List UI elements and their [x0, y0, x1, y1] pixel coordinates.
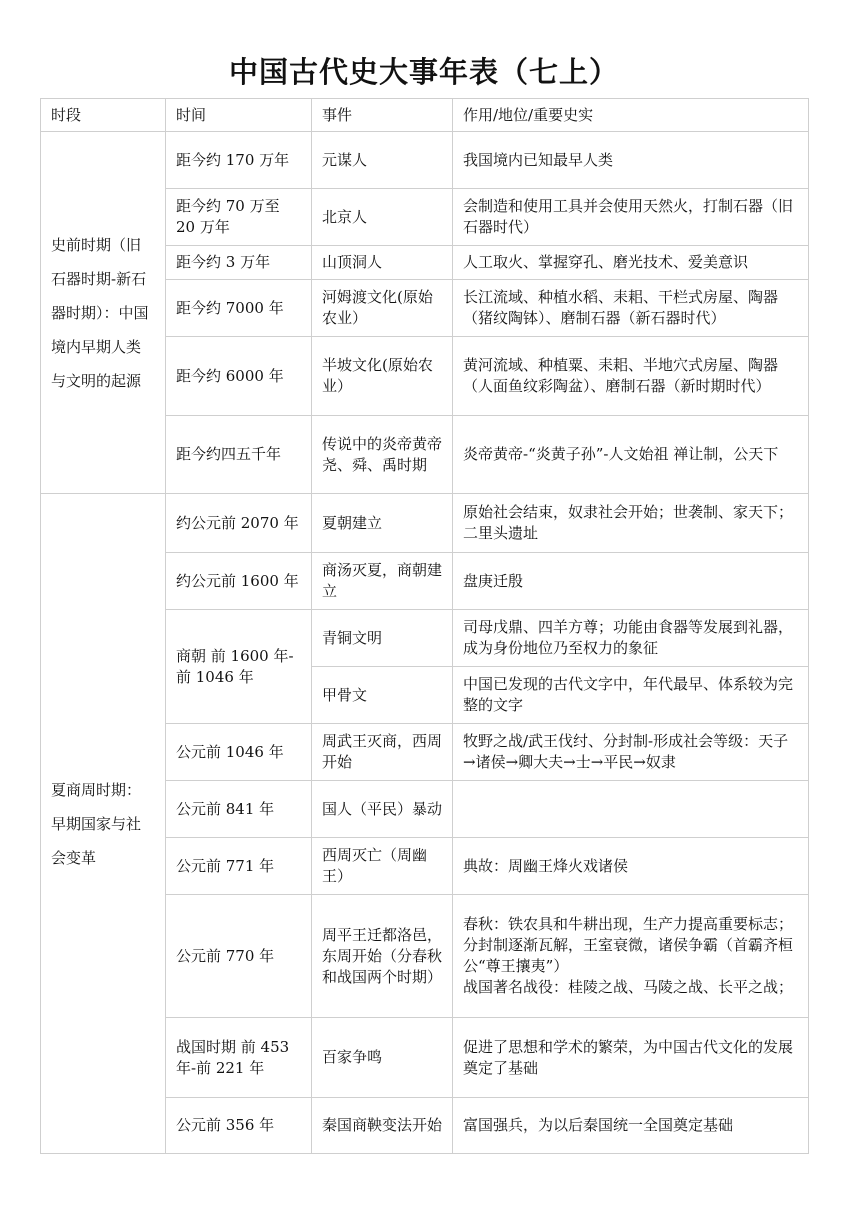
event-cell: 秦国商鞅变法开始	[312, 1098, 453, 1154]
event-cell: 青铜文明	[312, 610, 453, 667]
event-cell: 北京人	[312, 189, 453, 246]
time-cell: 公元前 771 年	[166, 838, 312, 895]
time-cell: 距今约 170 万年	[166, 132, 312, 189]
significance-cell: 盘庚迁殷	[453, 553, 809, 610]
time-cell: 约公元前 1600 年	[166, 553, 312, 610]
significance-cell: 黄河流域、种植粟、耒耜、半地穴式房屋、陶器（人面鱼纹彩陶盆）、磨制石器（新时期时代）	[453, 337, 809, 416]
time-cell: 距今约四五千年	[166, 416, 312, 494]
significance-cell: 促进了思想和学术的繁荣，为中国古代文化的发展奠定了基础	[453, 1018, 809, 1098]
time-cell: 公元前 770 年	[166, 895, 312, 1018]
significance-cell: 司母戊鼎、四羊方尊；功能由食器等发展到礼器，成为身份地位乃至权力的象征	[453, 610, 809, 667]
event-cell: 山顶洞人	[312, 246, 453, 280]
event-cell: 半坡文化(原始农业）	[312, 337, 453, 416]
event-cell: 周武王灭商，西周开始	[312, 724, 453, 781]
significance-cell: 会制造和使用工具并会使用天然火，打制石器（旧石器时代）	[453, 189, 809, 246]
time-cell: 公元前 1046 年	[166, 724, 312, 781]
time-cell: 商朝 前 1600 年-前 1046 年	[166, 610, 312, 724]
time-cell: 距今约 6000 年	[166, 337, 312, 416]
header-event: 事件	[312, 99, 453, 132]
event-cell: 周平王迁都洛邑，东周开始（分春秋和战国两个时期）	[312, 895, 453, 1018]
event-cell: 甲骨文	[312, 667, 453, 724]
event-cell: 国人（平民）暴动	[312, 781, 453, 838]
header-significance: 作用/地位/重要史实	[453, 99, 809, 132]
period-cell: 夏商周时期：早期国家与社会变革	[41, 494, 166, 1154]
event-cell: 元谋人	[312, 132, 453, 189]
table-row	[41, 494, 809, 553]
significance-cell: 炎帝黄帝-“炎黄子孙”-人文始祖 禅让制，公天下	[453, 416, 809, 494]
event-cell: 百家争鸣	[312, 1018, 453, 1098]
significance-cell: 原始社会结束，奴隶社会开始；世袭制、家天下；二里头遗址	[453, 494, 809, 553]
header-time: 时间	[166, 99, 312, 132]
significance-cell: 我国境内已知最早人类	[453, 132, 809, 189]
significance-cell: 牧野之战/武王伐纣、分封制-形成社会等级：天子→诸侯→卿大夫→士→平民→奴隶	[453, 724, 809, 781]
page-title: 中国古代史大事年表（七上）	[228, 55, 619, 89]
significance-cell: 典故：周幽王烽火戏诸侯	[453, 838, 809, 895]
time-cell: 战国时期 前 453 年-前 221 年	[166, 1018, 312, 1098]
time-cell: 公元前 841 年	[166, 781, 312, 838]
significance-cell	[453, 781, 809, 838]
time-cell: 公元前 356 年	[166, 1098, 312, 1154]
timeline-table	[40, 98, 809, 1154]
event-cell: 夏朝建立	[312, 494, 453, 553]
significance-cell: 富国强兵，为以后秦国统一全国奠定基础	[453, 1098, 809, 1154]
time-cell: 距今约 7000 年	[166, 280, 312, 337]
event-cell: 商汤灭夏，商朝建立	[312, 553, 453, 610]
significance-line: 春秋：铁农具和牛耕出现，生产力提高重要标志；分封制逐渐瓦解，王室衰微，诸侯争霸（首霸齐桓公“尊王攘夷”）	[463, 915, 794, 975]
header-row	[41, 99, 809, 132]
time-cell: 距今约 3 万年	[166, 246, 312, 280]
header-period: 时段	[41, 99, 166, 132]
page	[40, 50, 808, 1154]
significance-cell: 人工取火、掌握穿孔、磨光技术、爱美意识	[453, 246, 809, 280]
significance-cell: 长江流域、种植水稻、耒耜、干栏式房屋、陶器（猪纹陶钵）、磨制石器（新石器时代）	[453, 280, 809, 337]
time-cell: 约公元前 2070 年	[166, 494, 312, 553]
event-cell: 西周灭亡（周幽王）	[312, 838, 453, 895]
table-row	[41, 132, 809, 189]
event-cell: 传说中的炎帝黄帝 尧、舜、禹时期	[312, 416, 453, 494]
significance-cell: 中国已发现的古代文字中，年代最早、体系较为完整的文字	[453, 667, 809, 724]
significance-line: 战国著名战役：桂陵之战、马陵之战、长平之战；	[463, 978, 794, 996]
period-cell: 史前时期（旧石器时期-新石器时期）：中国境内早期人类与文明的起源	[41, 132, 166, 494]
time-cell: 距今约 70 万至 20 万年	[166, 189, 312, 246]
significance-cell	[453, 895, 809, 1018]
event-cell: 河姆渡文化(原始农业）	[312, 280, 453, 337]
